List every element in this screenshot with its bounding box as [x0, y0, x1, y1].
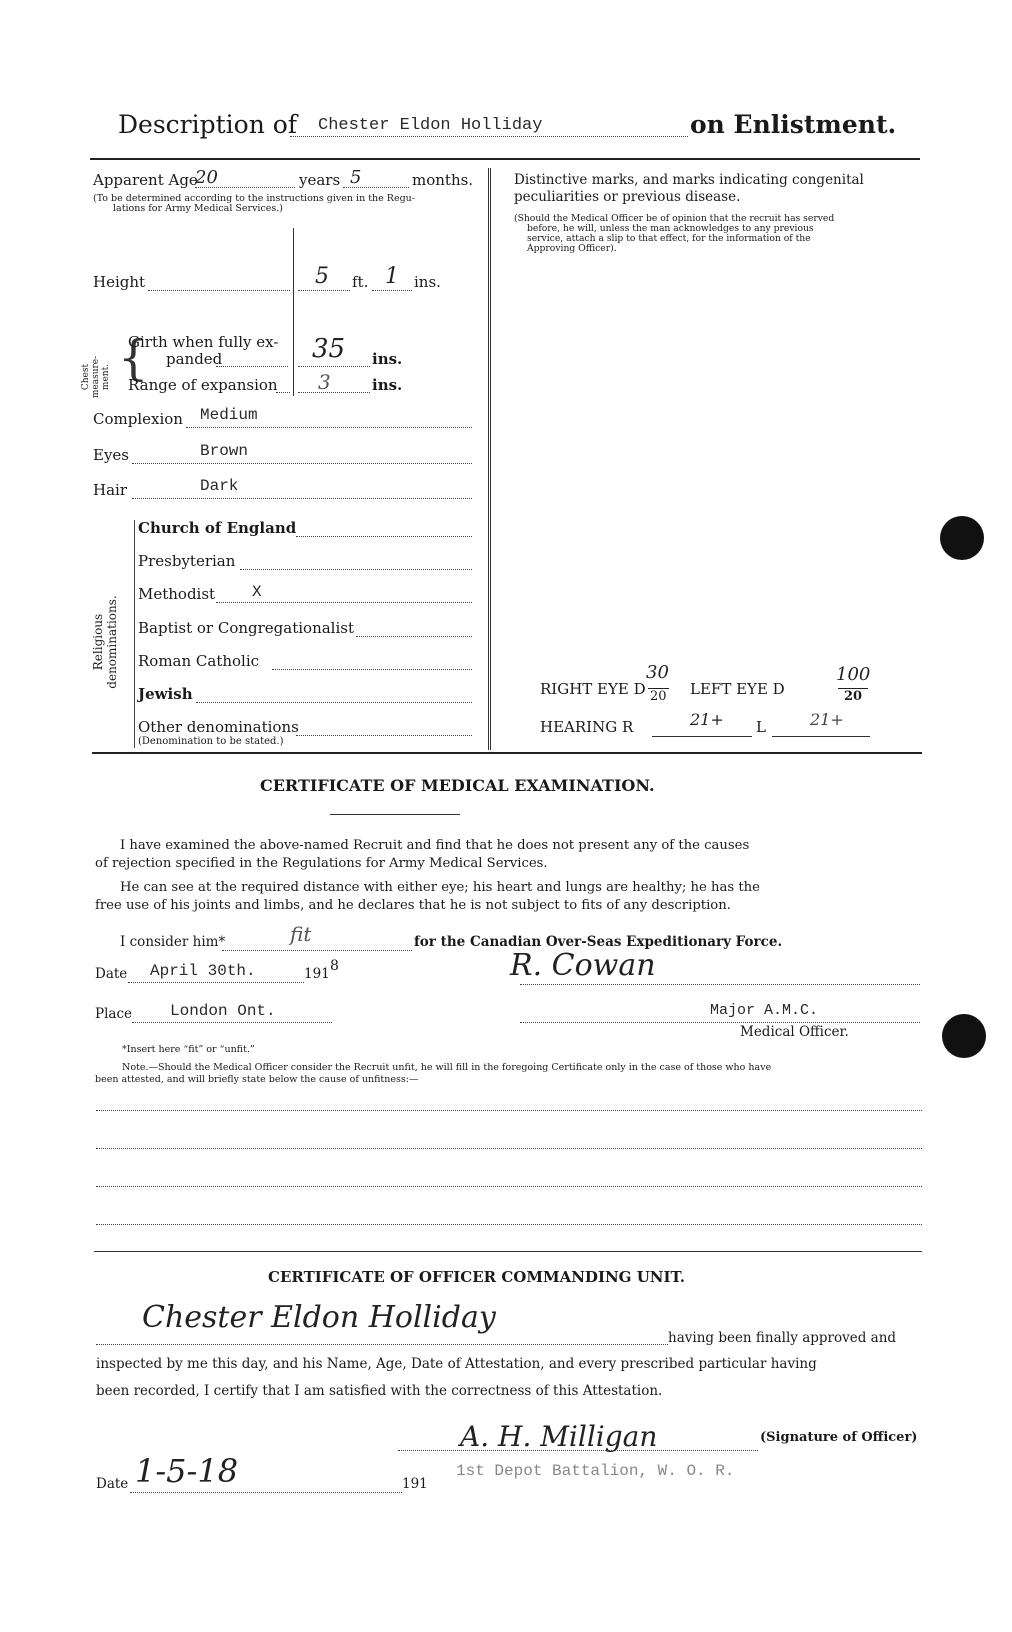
religion-church-of-england: Church of England — [138, 519, 297, 537]
religion-roman-catholic: Roman Catholic — [138, 652, 260, 670]
girth-label-2: panded — [166, 350, 223, 368]
hearing-right-value: 21+ — [690, 710, 724, 729]
complexion-label: Complexion — [93, 410, 183, 428]
consider-line — [222, 950, 412, 951]
eyes-value: Brown — [200, 442, 249, 460]
ft-label: ft. — [352, 273, 369, 291]
range-label-line — [276, 392, 290, 393]
section-rule-2 — [94, 1251, 922, 1252]
medical-para2-line1: He can see at the required distance with either eye; his heart and lungs are healthy; he has the — [120, 880, 760, 895]
medical-officer-signature: R. Cowan — [510, 948, 656, 983]
commanding-officer-signature: A. H. Milligan — [460, 1420, 658, 1453]
religion-line-6 — [296, 735, 472, 736]
unfit-note-1: Note.—Should the Medical Officer consider the Recruit unfit, he will fill in the foregoing Certificate only in the case of those who have — [122, 1062, 772, 1073]
right-eye-denominator: 20 — [650, 689, 667, 704]
place-line — [132, 1022, 332, 1023]
consider-label: I consider him* — [120, 934, 226, 950]
girth-value: 35 — [312, 334, 346, 364]
medical-heading-underline — [330, 814, 460, 815]
recruit-name: Chester Eldon Holliday — [318, 116, 543, 135]
age-note-1: (To be determined according to the instructions given in the Regu- — [93, 193, 415, 204]
marks-heading-1: Distinctive marks, and marks indicating congenital — [514, 172, 864, 188]
medical-date-line — [128, 982, 304, 983]
apparent-age-label: Apparent Age — [93, 171, 198, 189]
religion-line-3 — [356, 636, 472, 637]
commanding-year-prefix: 191 — [402, 1476, 428, 1492]
religion-methodist-mark: X — [252, 583, 262, 601]
range-value-line — [298, 392, 370, 393]
height-ft-line — [298, 290, 350, 291]
height-in-line — [372, 290, 412, 291]
religion-other: Other denominations — [138, 718, 299, 736]
commanding-date-line — [130, 1492, 402, 1493]
place-value: London Ont. — [170, 1002, 276, 1020]
girth-label-1: Girth when fully ex- — [128, 333, 279, 351]
officer-signature-line — [398, 1450, 758, 1451]
medical-heading: CERTIFICATE OF MEDICAL EXAMINATION. — [260, 776, 655, 795]
recruit-signature-line — [96, 1344, 668, 1345]
unfitness-line-2 — [96, 1148, 922, 1149]
hearing-left-label: L — [756, 718, 766, 736]
commanding-line2: inspected by me this day, and his Name, Age, Date of Attestation, and every prescribed particular having — [96, 1356, 817, 1372]
marks-note-3: service, attach a slip to that effect, for the information of the — [527, 233, 811, 244]
section-rule-1 — [92, 752, 922, 754]
height-label: Height — [93, 273, 146, 291]
religion-line-1 — [240, 569, 472, 570]
unfitness-line-1 — [96, 1110, 922, 1111]
religion-line-0 — [296, 536, 472, 537]
unit-stamp: 1st Depot Battalion, W. O. R. — [456, 1462, 735, 1480]
medical-year-suffix: 8 — [330, 958, 339, 974]
eyes-line — [132, 463, 472, 464]
recruit-signature: Chester Eldon Holliday — [142, 1300, 496, 1335]
hair-value: Dark — [200, 477, 239, 495]
insert-note: *Insert here “fit” or “unfit.” — [122, 1044, 255, 1055]
years-label: years — [299, 171, 341, 189]
marks-note-4: Approving Officer). — [527, 243, 617, 254]
age-years: 20 — [195, 167, 218, 188]
commanding-date-value: 1-5-18 — [135, 1452, 239, 1490]
unfitness-line-4 — [96, 1224, 922, 1225]
medical-para1-line2: of rejection specified in the Regulations for Army Medical Services. — [95, 856, 548, 871]
religion-line-4 — [272, 669, 472, 670]
girth-ins-label: ins. — [372, 350, 403, 368]
header-rule — [90, 158, 920, 160]
commanding-date-label: Date — [96, 1476, 129, 1492]
medical-date-label: Date — [95, 966, 128, 982]
months-label: months. — [412, 171, 474, 189]
signature-line — [520, 984, 920, 985]
title-suffix: on Enlistment. — [690, 110, 897, 139]
marks-note-1: (Should the Medical Officer be of opinion that the recruit has served — [514, 213, 835, 224]
hearing-label: HEARING R — [540, 718, 634, 736]
unfitness-line-3 — [96, 1186, 922, 1187]
range-ins-label: ins. — [372, 376, 403, 394]
left-eye-denominator: 20 — [838, 688, 868, 704]
medical-date-value: April 30th. — [150, 962, 256, 980]
consider-value: fit — [290, 922, 312, 946]
hair-label: Hair — [93, 481, 127, 499]
right-eye-label: RIGHT EYE D — [540, 680, 646, 698]
marks-note-2: before, he will, unless the man acknowledges to any previous — [527, 223, 814, 234]
hair-line — [132, 498, 472, 499]
religion-line-5 — [196, 702, 472, 703]
chest-measurement-label: Chest measure-ment. — [81, 355, 111, 399]
height-line — [148, 290, 290, 291]
religion-jewish: Jewish — [138, 685, 193, 703]
rank-line — [520, 1022, 920, 1023]
age-note-2: lations for Army Medical Services.) — [113, 203, 284, 214]
range-label: Range of expansion — [128, 376, 278, 394]
complexion-value: Medium — [200, 406, 258, 424]
title-prefix: Description of — [118, 110, 298, 139]
medical-para1-line1: I have examined the above-named Recruit and find that he does not present any of the causes — [120, 838, 750, 853]
hearing-right-line — [652, 736, 752, 737]
other-denomination-note: (Denomination to be stated.) — [138, 736, 284, 747]
religion-baptist: Baptist or Congregationalist — [138, 619, 354, 637]
punch-hole-top — [940, 516, 984, 560]
marks-heading-2: peculiarities or previous disease. — [514, 189, 741, 205]
religion-presbyterian: Presbyterian — [138, 552, 236, 570]
hearing-left-value: 21+ — [810, 710, 844, 729]
value-divider — [293, 228, 294, 396]
eyes-label: Eyes — [93, 446, 129, 464]
religions-label: Religious denominations. — [91, 595, 119, 689]
name-line — [290, 136, 688, 137]
medical-year-prefix: 191 — [304, 966, 330, 982]
force-label: for the Canadian Over-Seas Expeditionary Force. — [414, 934, 783, 950]
height-in: 1 — [385, 264, 399, 289]
age-months: 5 — [350, 167, 362, 188]
girth-label-line — [216, 366, 288, 367]
complexion-line — [186, 427, 472, 428]
height-ft: 5 — [315, 264, 329, 289]
chest-brace: { — [118, 330, 149, 386]
range-value: 3 — [318, 370, 331, 394]
signature-of-officer-label: (Signature of Officer) — [760, 1430, 918, 1445]
unfit-note-2: been attested, and will briefly state below the cause of unfitness:— — [95, 1074, 419, 1085]
document-title — [118, 110, 297, 139]
column-divider — [488, 168, 491, 750]
left-eye-numerator: 100 — [836, 664, 871, 685]
commanding-heading: CERTIFICATE OF OFFICER COMMANDING UNIT. — [268, 1268, 685, 1286]
commanding-line1-suffix: having been finally approved and — [668, 1330, 897, 1346]
right-eye-numerator: 30 — [646, 662, 669, 683]
height-ins-label: ins. — [414, 273, 441, 291]
age-years-line — [195, 187, 295, 188]
religion-methodist: Methodist — [138, 585, 216, 603]
medical-para2-line2: free use of his joints and limbs, and he declares that he is not subject to fits of any description. — [95, 898, 731, 913]
place-label: Place — [95, 1006, 132, 1022]
officer-rank: Major A.M.C. — [710, 1002, 819, 1019]
age-months-line — [343, 187, 409, 188]
religion-line-2 — [216, 602, 472, 603]
girth-value-line — [298, 366, 370, 367]
left-eye-label: LEFT EYE D — [690, 680, 785, 698]
punch-hole-bottom — [942, 1014, 986, 1058]
religion-brace — [134, 520, 135, 748]
commanding-line3: been recorded, I certify that I am satisfied with the correctness of this Attestation. — [96, 1383, 663, 1399]
hearing-left-line — [772, 736, 870, 737]
medical-officer-label: Medical Officer. — [740, 1024, 849, 1040]
